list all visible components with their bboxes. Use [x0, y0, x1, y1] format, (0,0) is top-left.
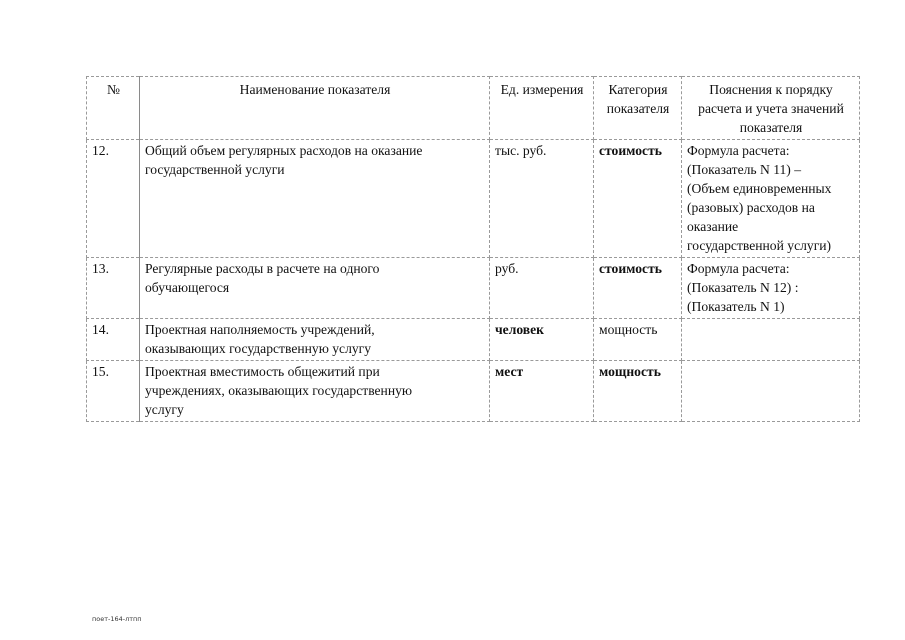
row-unit: мест — [490, 361, 594, 422]
header-category — [594, 77, 682, 140]
table-row — [87, 319, 860, 361]
row-category: мощность — [594, 361, 682, 422]
row-category: стоимость — [594, 140, 682, 258]
header-category-line: показателя — [606, 101, 670, 116]
footer-note: поет-164-лтпп — [92, 615, 142, 623]
header-explanation-line: расчета и учета значений — [698, 101, 844, 116]
row-category: стоимость — [594, 258, 682, 319]
row-number: 13. — [87, 258, 140, 319]
header-explanation-line: Пояснения к порядку — [709, 82, 833, 97]
row-indicator-name: Общий объем регулярных расходов на оказание государственной услуги — [140, 140, 490, 258]
table-header-row — [87, 77, 860, 140]
header-explanation-line: показателя — [739, 120, 803, 135]
row-explanation: Формула расчета: (Показатель N 11) – (Объем единовременных (разовых) расходов на оказание государственной услуги) — [682, 140, 860, 258]
indicators-table — [86, 76, 860, 422]
row-unit: человек — [490, 319, 594, 361]
row-explanation — [682, 361, 860, 422]
row-unit: тыс. руб. — [490, 140, 594, 258]
row-category: мощность — [594, 319, 682, 361]
row-indicator-name: Проектная вместимость общежитий при учреждениях, оказывающих государственную услугу — [140, 361, 490, 422]
row-number: 12. — [87, 140, 140, 258]
header-number: № — [87, 77, 140, 140]
row-indicator-name: Регулярные расходы в расчете на одного обучающегося — [140, 258, 490, 319]
row-number: 14. — [87, 319, 140, 361]
table-row — [87, 361, 860, 422]
row-unit: руб. — [490, 258, 594, 319]
row-explanation — [682, 319, 860, 361]
header-explanation — [682, 77, 860, 140]
header-category-line: Категория — [608, 82, 668, 97]
row-number: 15. — [87, 361, 140, 422]
row-explanation: Формула расчета: (Показатель N 12) : (Показатель N 1) — [682, 258, 860, 319]
header-unit: Ед. измерения — [490, 77, 594, 140]
table-row — [87, 258, 860, 319]
table-row — [87, 140, 860, 258]
header-indicator-name: Наименование показателя — [140, 77, 490, 140]
row-indicator-name: Проектная наполняемость учреждений, оказывающих государственную услугу — [140, 319, 490, 361]
